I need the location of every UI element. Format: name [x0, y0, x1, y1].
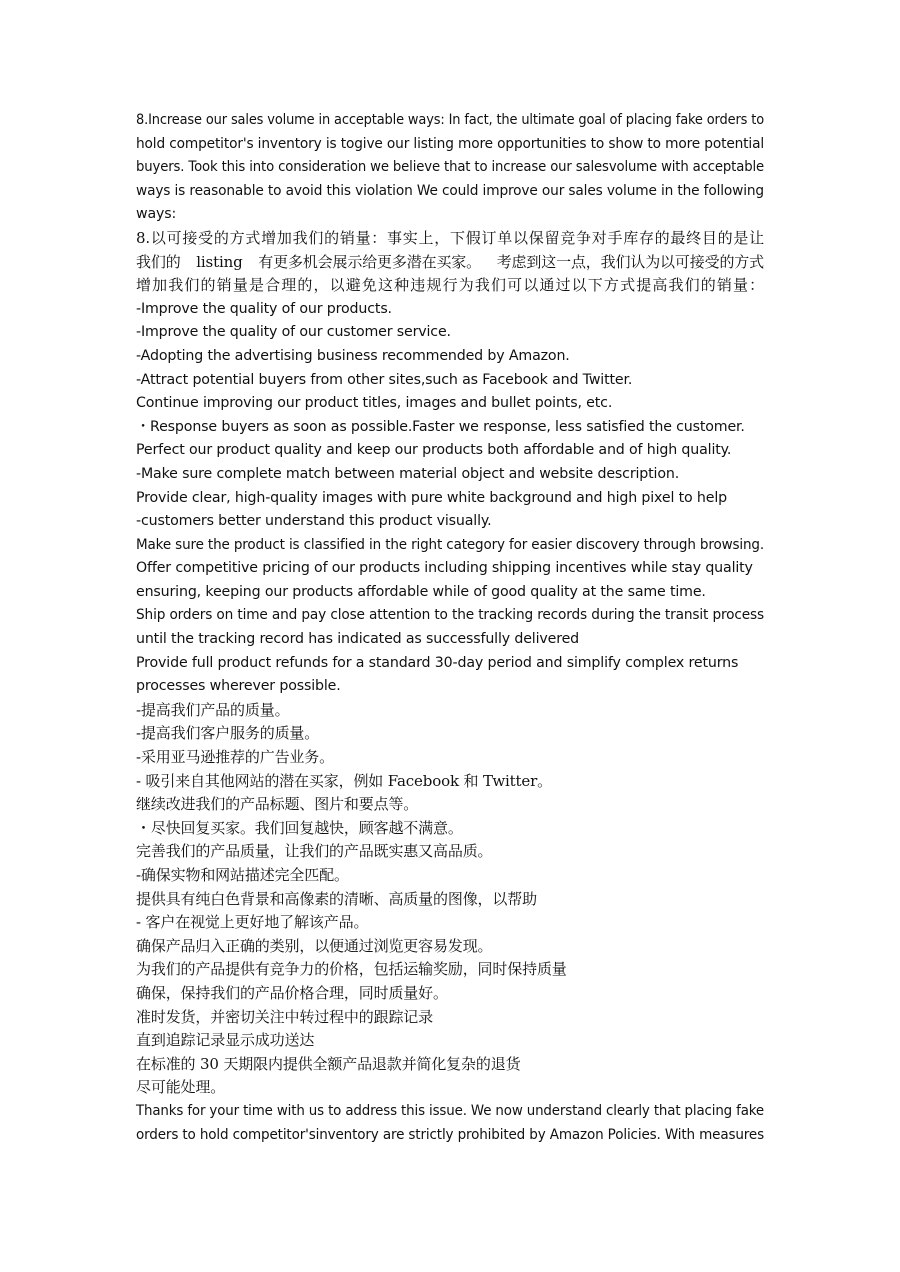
list-item: ensuring, keeping our products affordable while of good quality at the same time. — [136, 583, 706, 600]
list-item: - 客户在视觉上更好地了解该产品。 — [136, 913, 369, 932]
list-item: - 吸引来自其他网站的潜在买家，例如 Facebook 和 Twitter。 — [136, 771, 553, 790]
list-item: -customers better understand this product visually. — [136, 513, 492, 530]
list-item: -确保实物和网站描述完全匹配。 — [136, 866, 349, 884]
chinese-measures-list — [136, 699, 764, 1100]
list-item: -Attract potential buyers from other sites,such as Facebook and Twitter. — [136, 371, 633, 388]
text-line: hold competitor's inventory is togive our listing more opportunities to show to more potential — [136, 135, 764, 152]
list-item: Perfect our product quality and keep our products both affordable and of high quality. — [136, 442, 732, 459]
list-item: Provide full product refunds for a standard 30-day period and simplify complex returns — [136, 654, 739, 671]
list-item: 提供具有纯白色背景和高像素的清晰、高质量的图像，以帮助 — [136, 889, 537, 908]
list-item: Make sure the product is classified in the right category for easier discovery through browsing. — [136, 536, 764, 553]
list-item: Continue improving our product titles, images and bullet points, etc. — [136, 395, 613, 412]
list-item: 尽可能处理。 — [136, 1078, 226, 1097]
english-measures-list — [136, 298, 764, 699]
list-item: Offer competitive pricing of our products including shipping incentives while stay quality — [136, 560, 753, 577]
text-line: ways is reasonable to avoid this violation We could improve our sales volume in the following — [136, 182, 764, 199]
text-line: 增加我们的销量是合理的，以避免这种违规行为我们可以通过以下方式提高我们的销量： — [136, 276, 764, 295]
list-item: -Improve the quality of our products. — [136, 300, 392, 317]
intro-chinese-paragraph — [136, 227, 764, 298]
list-item: -提高我们产品的质量。 — [136, 700, 290, 719]
list-item: 在标准的 30 天期限内提供全额产品退款并简化复杂的退货 — [136, 1054, 521, 1073]
list-item: -Improve the quality of our customer service. — [136, 324, 451, 341]
list-item: -Make sure complete match between material object and website description. — [136, 465, 680, 482]
list-item: 完善我们的产品质量，让我们的产品既实惠又高品质。 — [136, 842, 493, 861]
list-item: 确保，保持我们的产品价格合理，同时质量好。 — [136, 983, 448, 1002]
text-line: 8.Increase our sales volume in acceptable ways: In fact, the ultimate goal of placing fake orders to — [136, 112, 764, 128]
closing-english-paragraph — [136, 1100, 764, 1147]
text-line: 我们的 listing 有更多机会展示给更多潜在买家。 考虑到这一点，我们认为以可接受的方式 — [136, 252, 764, 271]
list-item: 直到追踪记录显示成功送达 — [136, 1031, 315, 1050]
intro-english-paragraph — [136, 109, 764, 227]
list-item: ・Response buyers as soon as possible.Faster we response, less satisfied the customer. — [136, 418, 745, 435]
text-line: Thanks for your time with us to address this issue. We now understand clearly that placing fake — [136, 1102, 764, 1119]
text-line: buyers. Took this into consideration we believe that to increase our salesvolume with acceptable — [136, 159, 764, 176]
list-item: until the tracking record has indicated as successfully delivered — [136, 631, 580, 648]
text-line: orders to hold competitor'sinventory are strictly prohibited by Amazon Policies. With measures — [136, 1126, 764, 1143]
text-line: 8.以可接受的方式增加我们的销量：事实上，下假订单以保留竞争对手库存的最终目的是让 — [136, 228, 764, 247]
text-line: ways: — [136, 206, 177, 223]
list-item: ・尽快回复买家。我们回复越快，顾客越不满意。 — [136, 818, 463, 837]
list-item: Ship orders on time and pay close attention to the tracking records during the transit process — [136, 607, 764, 624]
document-body — [136, 109, 764, 1147]
list-item: Provide clear, high-quality images with pure white background and high pixel to help — [136, 489, 727, 506]
list-item: 继续改进我们的产品标题、图片和要点等。 — [136, 795, 419, 814]
list-item: processes wherever possible. — [136, 678, 341, 695]
list-item: -Adopting the advertising business recommended by Amazon. — [136, 347, 570, 364]
list-item: 确保产品归入正确的类别，以便通过浏览更容易发现。 — [136, 936, 493, 955]
list-item: -提高我们客户服务的质量。 — [136, 724, 320, 743]
list-item: -采用亚马逊推荐的广告业务。 — [136, 748, 334, 767]
list-item: 准时发货，并密切关注中转过程中的跟踪记录 — [136, 1007, 434, 1026]
list-item: 为我们的产品提供有竞争力的价格，包括运输奖励，同时保持质量 — [136, 960, 567, 979]
